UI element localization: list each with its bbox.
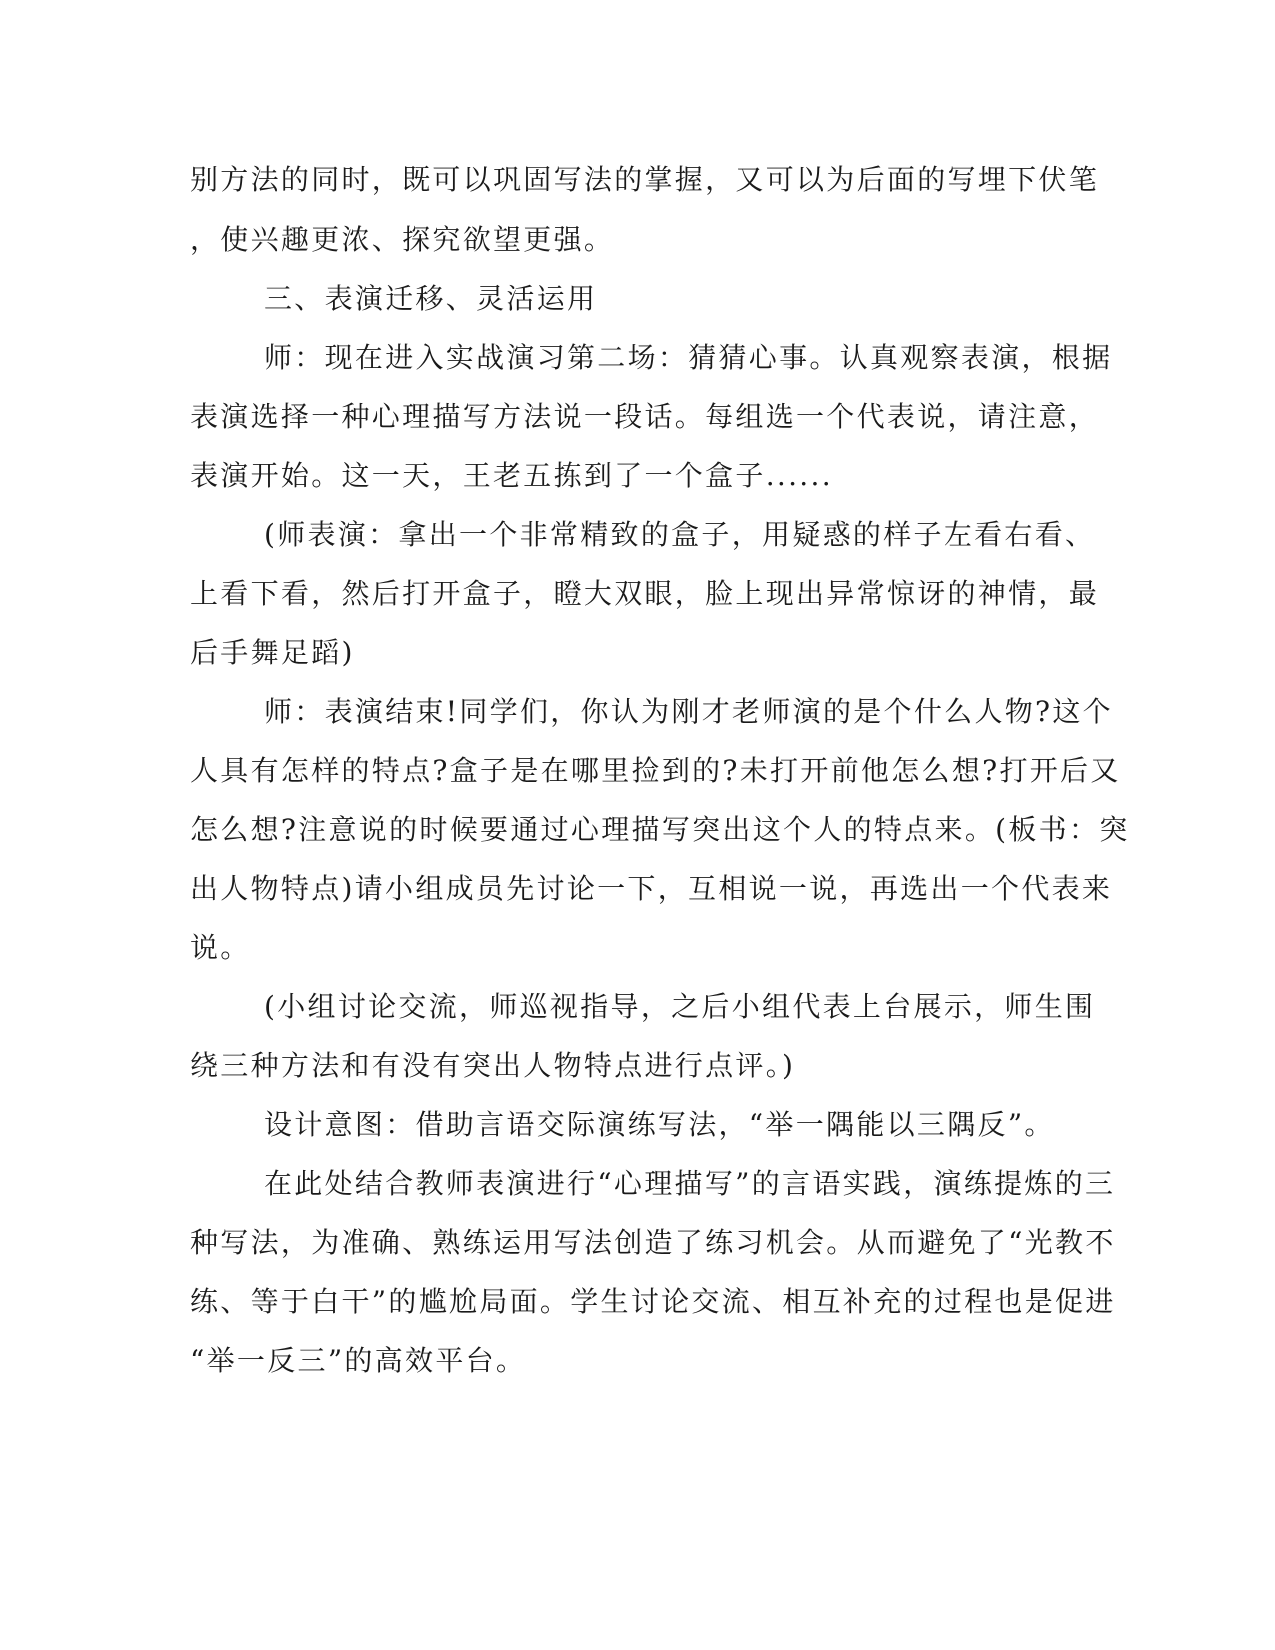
text-line: 别方法的同时，既可以巩固写法的掌握，又可以为后面的写埋下伏笔 <box>190 163 1100 196</box>
text-line: 上看下看，然后打开盒子，瞪大双眼，脸上现出异常惊讶的神情，最 <box>190 577 1100 610</box>
text-line: 怎么想?注意说的时候要通过心理描写突出这个人的特点来。(板书：突 <box>190 813 1130 846</box>
text-line: 种写法，为准确、熟练运用写法创造了练习机会。从而避免了“光教不 <box>190 1226 1116 1259</box>
text-line: 表演开始。这一天，王老五拣到了一个盒子...... <box>190 459 833 492</box>
text-line: (小组讨论交流，师巡视指导，之后小组代表上台展示，师生围 <box>264 990 1096 1023</box>
text-line: 练、等于白干”的尴尬局面。学生讨论交流、相互补充的过程也是促进 <box>190 1285 1116 1318</box>
text-line: 绕三种方法和有没有突出人物特点进行点评。) <box>190 1049 796 1082</box>
text-line: 人具有怎样的特点?盒子是在哪里捡到的?未打开前他怎么想?打开后又 <box>190 754 1121 787</box>
text-line: (师表演：拿出一个非常精致的盒子，用疑惑的样子左看右看、 <box>264 518 1096 551</box>
text-line: 后手舞足蹈) <box>190 636 355 669</box>
text-line: 出人物特点)请小组成员先讨论一下，互相说一说，再选出一个代表来 <box>190 872 1113 905</box>
text-line: “举一反三”的高效平台。 <box>190 1344 527 1377</box>
text-line: 师：现在进入实战演习第二场：猜猜心事。认真观察表演，根据 <box>264 341 1113 374</box>
text-line: ，使兴趣更浓、探究欲望更强。 <box>190 223 615 256</box>
text-line: 说。 <box>190 931 251 964</box>
text-line: 在此处结合教师表演进行“心理描写”的言语实践，演练提炼的三 <box>264 1167 1116 1200</box>
text-line: 师：表演结束!同学们，你认为刚才老师演的是个什么人物?这个 <box>264 695 1113 728</box>
text-line: 设计意图：借助言语交际演练写法，“举一隅能以三隅反”。 <box>264 1108 1055 1141</box>
text-line: 表演选择一种心理描写方法说一段话。每组选一个代表说，请注意， <box>190 400 1100 433</box>
section-heading: 三、表演迁移、灵活运用 <box>264 282 598 315</box>
